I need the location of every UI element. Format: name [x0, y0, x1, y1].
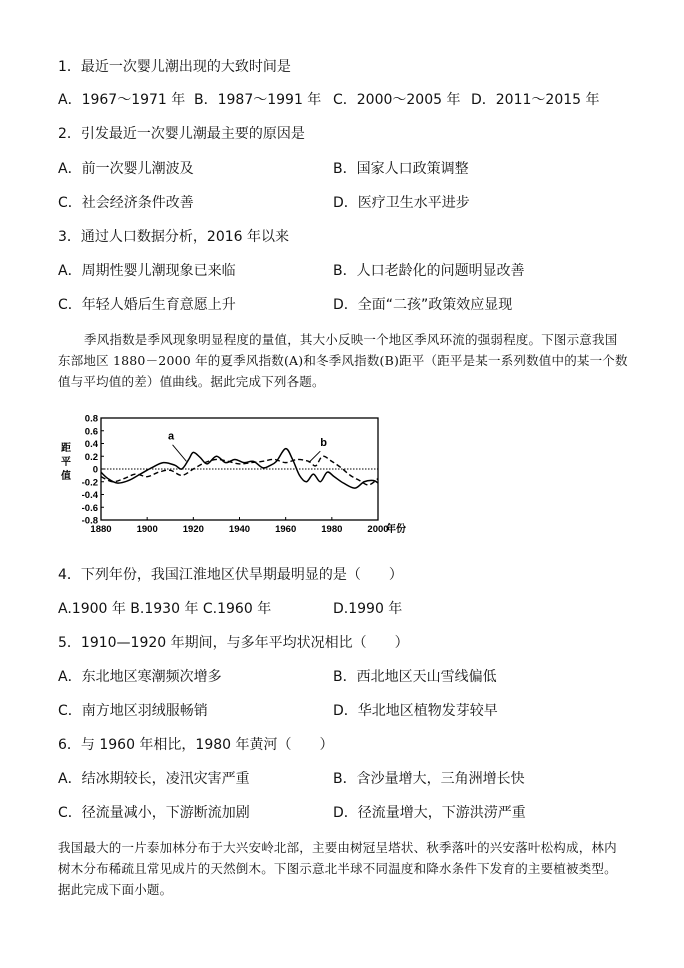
passage-monsoon-text: 季风指数是季风现象明显程度的量值，其大小反映一个地区季风环流的强弱程度。下图示意我国东部地区 1880－2000 年的夏季风指数(A)和冬季风指数(B)距平（距平是某一系列数值中的某一个数值与平均值的差）值曲线。据此完成下列各题。 — [58, 332, 628, 389]
passage-monsoon — [58, 329, 628, 392]
q2-option-a: A．前一次婴儿潮波及 — [58, 161, 194, 177]
x-tick-label: 1960 — [275, 524, 297, 535]
q6-option-a: A．结冰期较长，凌汛灾害严重 — [58, 771, 250, 787]
q2-stem: 2．引发最近一次婴儿潮最主要的原因是 — [58, 126, 305, 142]
passage-taiga — [58, 837, 628, 900]
monsoon-index-chart — [50, 408, 420, 538]
q2-option-b: B．国家人口政策调整 — [333, 161, 469, 177]
q1-stem: 1．最近一次婴儿潮出现的大致时间是 — [58, 59, 291, 75]
series-line-a — [101, 449, 378, 489]
passage-taiga-text: 我国最大的一片泰加林分布于大兴安岭北部，主要由树冠呈塔状、秋季落叶的兴安落叶松构成，林内树木分布稀疏且常见成片的天然倒木。下图示意北半球不同温度和降水条件下发育的主要植被类型。据此完成下面小题。 — [58, 840, 617, 897]
q3-option-b: B．人口老龄化的问题明显改善 — [333, 263, 525, 279]
q4-options-abc: A.1900 年 B.1930 年 C.1960 年 — [58, 601, 272, 617]
q3-option-a: A．周期性婴儿潮现象已来临 — [58, 263, 236, 279]
y-tick-label: -0.4 — [81, 490, 98, 501]
q1-option-a: A．1967～1971 年 — [58, 92, 186, 108]
q3-stem: 3．通过人口数据分析，2016 年以来 — [58, 229, 289, 245]
x-tick-label: 2000 — [367, 524, 389, 535]
y-tick-label: -0.8 — [81, 515, 98, 527]
q6-option-b: B．含沙量增大，三角洲增长快 — [333, 771, 525, 787]
x-axis-label: 年份 — [386, 524, 406, 535]
q2-option-c: C．社会经济条件改善 — [58, 195, 194, 211]
x-tick-label: 1940 — [228, 524, 251, 535]
series-label-b: b — [320, 437, 328, 450]
q5-option-b: B．西北地区天山雪线偏低 — [333, 669, 497, 685]
y-tick-label: 0.6 — [84, 426, 98, 438]
q3-option-d: D．全面“二孩”政策效应显现 — [333, 297, 513, 313]
x-tick-label: 1880 — [90, 524, 112, 535]
q4-option-d: D.1990 年 — [333, 601, 403, 617]
series-leader-a — [173, 445, 187, 462]
series-label-a: a — [167, 430, 175, 443]
x-tick-label: 1900 — [136, 524, 158, 535]
q4-stem: 4．下列年份，我国江淮地区伏旱期最明显的是（ ） — [58, 567, 403, 583]
q5-option-d: D．华北地区植物发芽较早 — [333, 703, 498, 719]
y-axis-label-char: 值 — [61, 471, 71, 482]
q1-option-d: D．2011～2015 年 — [471, 92, 600, 108]
y-tick-label: 0.8 — [84, 413, 98, 425]
q1-option-c: C．2000～2005 年 — [333, 92, 461, 108]
q3-option-c: C．年轻人婚后生育意愿上升 — [58, 297, 236, 313]
y-axis-label-char: 平 — [61, 457, 71, 468]
x-tick-label: 1920 — [182, 524, 204, 535]
q5-stem: 5．1910—1920 年期间，与多年平均状况相比（ ） — [58, 635, 409, 651]
q2-option-d: D．医疗卫生水平进步 — [333, 195, 470, 211]
q5-option-a: A．东北地区寒潮频次增多 — [58, 669, 222, 685]
chart-series — [101, 449, 378, 489]
y-axis-label-char: 距 — [61, 443, 71, 454]
y-tick-label: -0.6 — [81, 502, 98, 514]
q1-option-b: B．1987～1991 年 — [194, 92, 322, 108]
y-tick-label: 0 — [92, 464, 98, 476]
q6-option-c: C．径流量减小，下游断流加剧 — [58, 805, 250, 821]
chart-labels — [60, 414, 406, 536]
y-tick-label: -0.2 — [81, 477, 98, 489]
q6-option-d: D．径流量增大，下游洪涝严重 — [333, 805, 526, 821]
q5-option-c: C．南方地区羽绒服畅销 — [58, 703, 208, 719]
x-tick-label: 1980 — [321, 524, 343, 535]
q6-stem: 6．与 1960 年相比，1980 年黄河（ ） — [58, 737, 334, 753]
y-tick-label: 0.4 — [84, 439, 98, 450]
y-tick-label: 0.2 — [84, 451, 98, 463]
